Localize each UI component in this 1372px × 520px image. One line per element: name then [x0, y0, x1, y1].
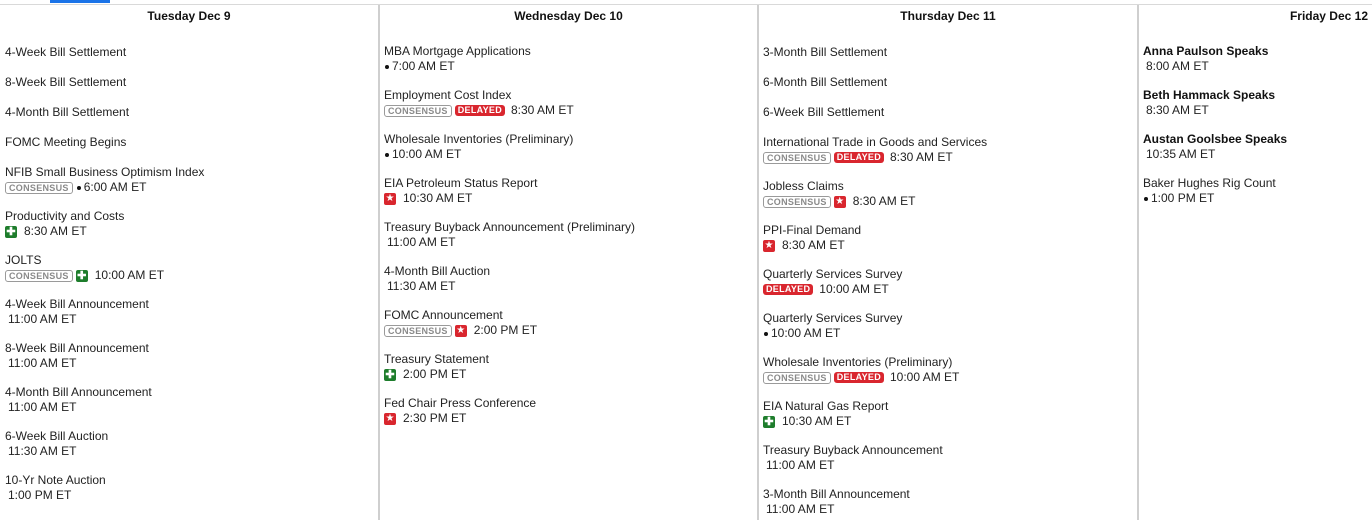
delayed-badge: DELAYED — [834, 152, 884, 163]
consensus-badge[interactable]: CONSENSUS — [763, 196, 831, 208]
event-meta — [763, 238, 1137, 253]
calendar-event[interactable] — [763, 443, 1137, 487]
event-time: 10:00 AM ET — [890, 370, 960, 384]
event-time: 10:30 AM ET — [782, 414, 852, 428]
star-icon: ★ — [764, 239, 774, 251]
calendar-event[interactable] — [1143, 44, 1372, 88]
calendar-event[interactable] — [384, 132, 757, 176]
event-time: 8:30 AM ET — [511, 103, 574, 117]
event-name-link[interactable]: 6-Month Bill Settlement — [763, 75, 888, 89]
calendar-event[interactable] — [763, 105, 1137, 135]
plus-icon: ✚ — [77, 269, 87, 282]
event-meta — [5, 356, 378, 371]
event-time: 1:00 PM ET — [1151, 191, 1215, 205]
calendar-event[interactable] — [5, 165, 378, 209]
event-name-link[interactable]: PPI-Final Demand — [763, 223, 862, 237]
event-name-link[interactable]: Treasury Buyback Announcement — [763, 443, 943, 457]
event-name-link[interactable]: 10-Yr Note Auction — [5, 473, 106, 487]
event-time: 8:00 AM ET — [1146, 59, 1209, 73]
event-name-link[interactable]: NFIB Small Business Optimism Index — [5, 165, 205, 179]
calendar-event[interactable] — [384, 396, 757, 440]
event-meta — [5, 268, 378, 283]
event-time: 11:00 AM ET — [766, 458, 835, 472]
plus-icon: ✚ — [6, 225, 16, 238]
event-meta — [1143, 103, 1372, 118]
calendar-event[interactable] — [763, 487, 1137, 520]
delayed-badge: DELAYED — [455, 105, 505, 116]
event-name-link[interactable]: Fed Chair Press Conference — [384, 396, 537, 410]
event-name-link[interactable]: Quarterly Services Survey — [763, 311, 903, 325]
event-name-link[interactable]: Productivity and Costs — [5, 209, 125, 223]
event-name-link[interactable]: International Trade in Goods and Services — [763, 135, 988, 149]
event-meta — [1143, 191, 1372, 206]
event-time: 8:30 AM ET — [852, 194, 916, 208]
event-name-link[interactable]: 3-Month Bill Announcement — [763, 487, 910, 501]
calendar-event[interactable] — [384, 220, 757, 264]
active-tab-indicator[interactable] — [50, 0, 110, 3]
event-name-link[interactable]: Treasury Buyback Announcement (Preliminary) — [384, 220, 635, 234]
calendar-event[interactable] — [763, 355, 1137, 399]
event-name-link[interactable]: Beth Hammack Speaks — [1143, 88, 1276, 102]
event-time: 7:00 AM ET — [392, 59, 455, 73]
event-name-link[interactable]: FOMC Meeting Begins — [5, 135, 127, 149]
event-meta — [384, 279, 757, 294]
calendar-event[interactable] — [763, 45, 1137, 75]
event-name-link[interactable]: 3-Month Bill Settlement — [763, 45, 888, 59]
event-name-link[interactable]: 4-Month Bill Settlement — [5, 105, 130, 119]
day-header: Friday Dec 12 — [1289, 9, 1368, 23]
event-time: 2:00 PM ET — [403, 367, 467, 381]
event-name-link[interactable]: Quarterly Services Survey — [763, 267, 903, 281]
event-name-link[interactable]: Anna Paulson Speaks — [1143, 44, 1269, 58]
calendar-event[interactable] — [763, 179, 1137, 223]
event-name-link[interactable]: EIA Petroleum Status Report — [384, 176, 538, 190]
event-time: 10:30 AM ET — [403, 191, 473, 205]
event-meta — [763, 282, 1137, 297]
calendar-event[interactable] — [5, 385, 378, 429]
day-header: Thursday Dec 11 — [900, 9, 996, 23]
event-name-link[interactable]: Treasury Statement — [384, 352, 489, 366]
calendar-event[interactable] — [384, 352, 757, 396]
event-meta — [763, 502, 1137, 517]
economic-calendar-week — [0, 4, 1372, 520]
event-time: 6:00 AM ET — [83, 180, 147, 194]
event-name-link[interactable]: EIA Natural Gas Report — [763, 399, 889, 413]
day-header: Wednesday Dec 10 — [514, 9, 623, 23]
event-name-link[interactable]: Wholesale Inventories (Preliminary) — [763, 355, 953, 369]
calendar-event[interactable] — [763, 311, 1137, 355]
consensus-badge[interactable]: CONSENSUS — [5, 270, 73, 282]
day-header: Tuesday Dec 9 — [147, 9, 231, 23]
event-name-link[interactable]: 6-Week Bill Auction — [5, 429, 109, 443]
event-meta — [384, 147, 757, 162]
event-list — [0, 27, 378, 517]
event-list — [1139, 27, 1372, 220]
event-name-link[interactable]: Wholesale Inventories (Preliminary) — [384, 132, 574, 146]
event-name-link[interactable]: FOMC Announcement — [384, 308, 503, 322]
event-time: 10:00 AM ET — [94, 268, 165, 282]
consensus-badge[interactable]: CONSENSUS — [763, 372, 831, 384]
event-time: 11:00 AM ET — [8, 356, 77, 370]
calendar-event[interactable] — [5, 429, 378, 473]
star-icon: ★ — [456, 324, 466, 336]
calendar-event[interactable] — [5, 473, 378, 517]
event-meta — [763, 414, 1137, 429]
day-column — [0, 5, 380, 520]
event-name-link[interactable]: Austan Goolsbee Speaks — [1143, 132, 1288, 146]
calendar-event[interactable] — [5, 135, 378, 165]
calendar-event[interactable] — [384, 88, 757, 132]
consensus-badge[interactable]: CONSENSUS — [384, 105, 452, 117]
event-meta — [5, 224, 378, 239]
calendar-event[interactable] — [384, 308, 757, 352]
event-time: 1:00 PM ET — [8, 488, 72, 502]
event-time: 10:00 AM ET — [771, 326, 841, 340]
event-meta — [5, 400, 378, 415]
event-time: 11:30 AM ET — [8, 444, 77, 458]
event-meta — [384, 103, 757, 118]
bullet-icon — [764, 332, 768, 336]
event-name-link[interactable]: Jobless Claims — [763, 179, 844, 193]
calendar-event[interactable] — [5, 105, 378, 135]
event-meta — [384, 367, 757, 382]
event-meta — [763, 150, 1137, 165]
event-name-link[interactable]: 8-Week Bill Announcement — [5, 341, 149, 355]
calendar-event[interactable] — [763, 399, 1137, 443]
event-name-link[interactable]: Baker Hughes Rig Count — [1143, 176, 1276, 190]
calendar-event[interactable] — [763, 267, 1137, 311]
event-name-link[interactable]: 8-Week Bill Settlement — [5, 75, 127, 89]
event-list — [759, 27, 1137, 520]
event-list — [380, 27, 757, 440]
plus-icon: ✚ — [764, 415, 774, 428]
event-meta — [384, 191, 757, 206]
consensus-badge[interactable]: CONSENSUS — [5, 182, 73, 194]
calendar-event[interactable] — [1143, 88, 1372, 132]
event-time: 10:00 AM ET — [819, 282, 889, 296]
event-meta — [384, 323, 757, 338]
event-meta — [5, 180, 378, 195]
calendar-event[interactable] — [384, 264, 757, 308]
event-time: 11:30 AM ET — [387, 279, 456, 293]
star-icon: ★ — [385, 192, 395, 204]
delayed-badge: DELAYED — [763, 284, 813, 295]
calendar-event[interactable] — [763, 135, 1137, 179]
event-time: 11:00 AM ET — [766, 502, 835, 516]
event-meta — [384, 59, 757, 74]
event-time: 11:00 AM ET — [387, 235, 456, 249]
calendar-event[interactable] — [763, 75, 1137, 105]
event-name-link[interactable]: JOLTS — [5, 253, 42, 267]
star-icon: ★ — [835, 195, 845, 207]
event-time: 8:30 AM ET — [890, 150, 953, 164]
calendar-event[interactable] — [5, 341, 378, 385]
calendar-event[interactable] — [5, 45, 378, 75]
event-meta — [1143, 147, 1372, 162]
event-time: 10:00 AM ET — [392, 147, 462, 161]
event-time: 10:35 AM ET — [1146, 147, 1216, 161]
event-name-link[interactable]: MBA Mortgage Applications — [384, 44, 531, 58]
calendar-event[interactable] — [5, 75, 378, 105]
bullet-icon — [77, 186, 81, 190]
event-time: 8:30 AM ET — [1146, 103, 1209, 117]
calendar-event[interactable] — [384, 176, 757, 220]
event-name-link[interactable]: 4-Week Bill Announcement — [5, 297, 149, 311]
event-name-link[interactable]: 4-Week Bill Settlement — [5, 45, 127, 59]
day-column — [1139, 5, 1372, 520]
consensus-badge[interactable]: CONSENSUS — [384, 325, 452, 337]
consensus-badge[interactable]: CONSENSUS — [763, 152, 831, 164]
event-name-link[interactable]: 6-Week Bill Settlement — [763, 105, 885, 119]
event-meta — [384, 235, 757, 250]
event-time: 11:00 AM ET — [8, 400, 77, 414]
calendar-event[interactable] — [384, 44, 757, 88]
event-time: 2:00 PM ET — [473, 323, 538, 337]
event-name-link[interactable]: Employment Cost Index — [384, 88, 512, 102]
event-meta — [5, 488, 378, 503]
event-name-link[interactable]: 4-Month Bill Auction — [384, 264, 491, 278]
delayed-badge: DELAYED — [834, 372, 884, 383]
event-time: 8:30 AM ET — [24, 224, 87, 238]
event-meta — [384, 411, 757, 426]
bullet-icon — [385, 153, 389, 157]
day-column — [759, 5, 1139, 520]
calendar-event[interactable] — [1143, 132, 1372, 176]
event-meta — [763, 326, 1137, 341]
event-time: 11:00 AM ET — [8, 312, 77, 326]
event-time: 2:30 PM ET — [403, 411, 467, 425]
calendar-event[interactable] — [5, 297, 378, 341]
bullet-icon — [385, 65, 389, 69]
event-meta — [763, 370, 1137, 385]
day-column — [380, 5, 759, 520]
event-meta — [763, 194, 1137, 209]
calendar-event[interactable] — [5, 253, 378, 297]
event-meta — [763, 458, 1137, 473]
star-icon: ★ — [385, 412, 395, 424]
bullet-icon — [1144, 197, 1148, 201]
calendar-event[interactable] — [1143, 176, 1372, 220]
calendar-event[interactable] — [5, 209, 378, 253]
event-meta — [5, 444, 378, 459]
event-time: 8:30 AM ET — [782, 238, 845, 252]
calendar-event[interactable] — [763, 223, 1137, 267]
plus-icon: ✚ — [385, 368, 395, 381]
event-meta — [5, 312, 378, 327]
event-meta — [1143, 59, 1372, 74]
event-name-link[interactable]: 4-Month Bill Announcement — [5, 385, 152, 399]
